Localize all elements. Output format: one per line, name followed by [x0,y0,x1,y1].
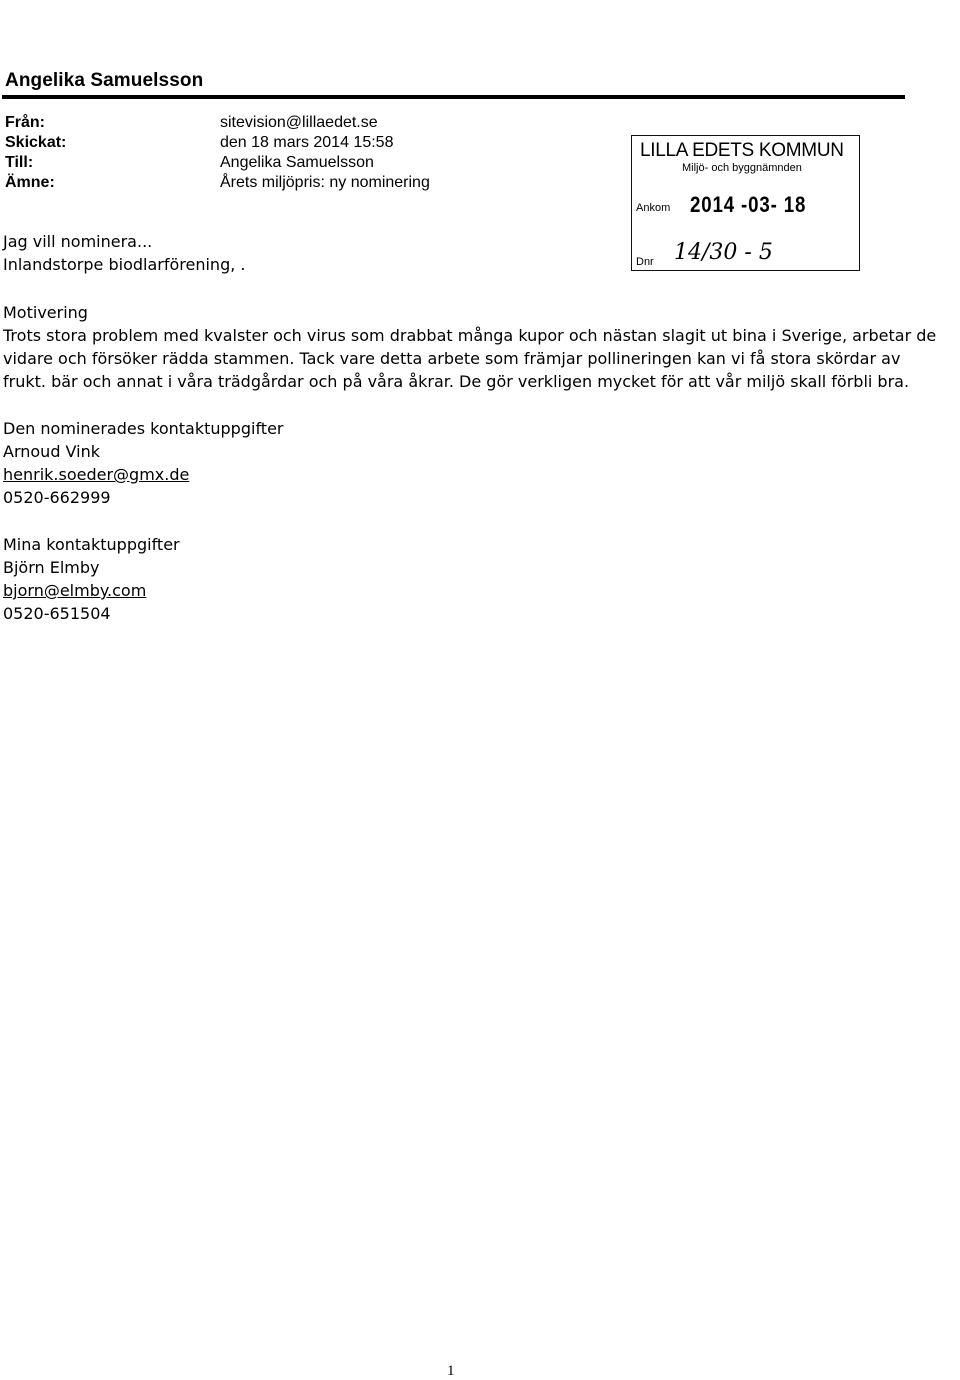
nominee-contact-section [3,417,283,509]
meta-row-sent [5,133,430,153]
meta-label-subject: Ämne: [5,174,55,191]
intro-line: Jag vill nominera... [3,232,153,251]
intro-paragraph [3,230,245,276]
nominator-contact-heading: Mina kontaktuppgifter [3,535,180,554]
meta-label-from: Från: [5,114,45,131]
meta-label-sent: Skickat: [5,134,67,151]
stamp-dnr-value: 14/30 - 5 [674,240,773,265]
meta-label-to: Till: [5,154,34,171]
received-stamp [631,135,860,271]
meta-value-to: Angelika Samuelsson [220,154,374,171]
page-number: 1 [447,1363,455,1379]
nominator-name: Björn Elmby [3,558,100,577]
meta-row-subject [5,173,430,193]
nominee-email-link[interactable]: henrik.soeder@gmx.de [3,465,190,484]
email-meta [5,113,430,193]
nominee-organisation: Inlandstorpe biodlarförening, . [3,255,246,274]
stamp-title: LILLA EDETS KOMMUN [640,140,844,161]
sender-name: Angelika Samuelsson [5,70,204,91]
meta-value-subject: Årets miljöpris: ny nominering [220,174,430,191]
stamp-subtitle: Miljö- och byggnämnden [682,162,802,174]
stamp-ankom-label: Ankom [636,202,671,214]
nominee-phone: 0520-662999 [3,488,111,507]
stamp-date: 2014 -03- 18 [690,192,807,217]
meta-row-to [5,153,430,173]
nominator-contact-section [3,533,180,625]
stamp-dnr-label: Dnr [636,256,654,268]
nominee-name: Arnoud Vink [3,442,100,461]
motivation-line: vidare och försöker rädda stammen. Tack vare detta arbete som främjar pollineringen kan vi få stora skördar av [3,349,901,368]
motivation-heading: Motivering [3,303,88,322]
header-divider [2,95,905,99]
motivation-line: Trots stora problem med kvalster och virus som drabbat många kupor och nästan slagit ut bina i Sverige, arbetar de [3,326,937,345]
meta-row-from [5,113,430,133]
meta-value-sent: den 18 mars 2014 15:58 [220,134,394,151]
nominator-email-link[interactable]: bjorn@elmby.com [3,581,147,600]
nominee-contact-heading: Den nominerades kontaktuppgifter [3,419,284,438]
nominator-phone: 0520-651504 [3,604,111,623]
motivation-section [3,301,936,393]
motivation-line: frukt. bär och annat i våra trädgårdar och på våra åkrar. De gör verkligen mycket för att vår miljö skall förbli bra. [3,372,910,391]
meta-value-from: sitevision@lillaedet.se [220,114,378,131]
